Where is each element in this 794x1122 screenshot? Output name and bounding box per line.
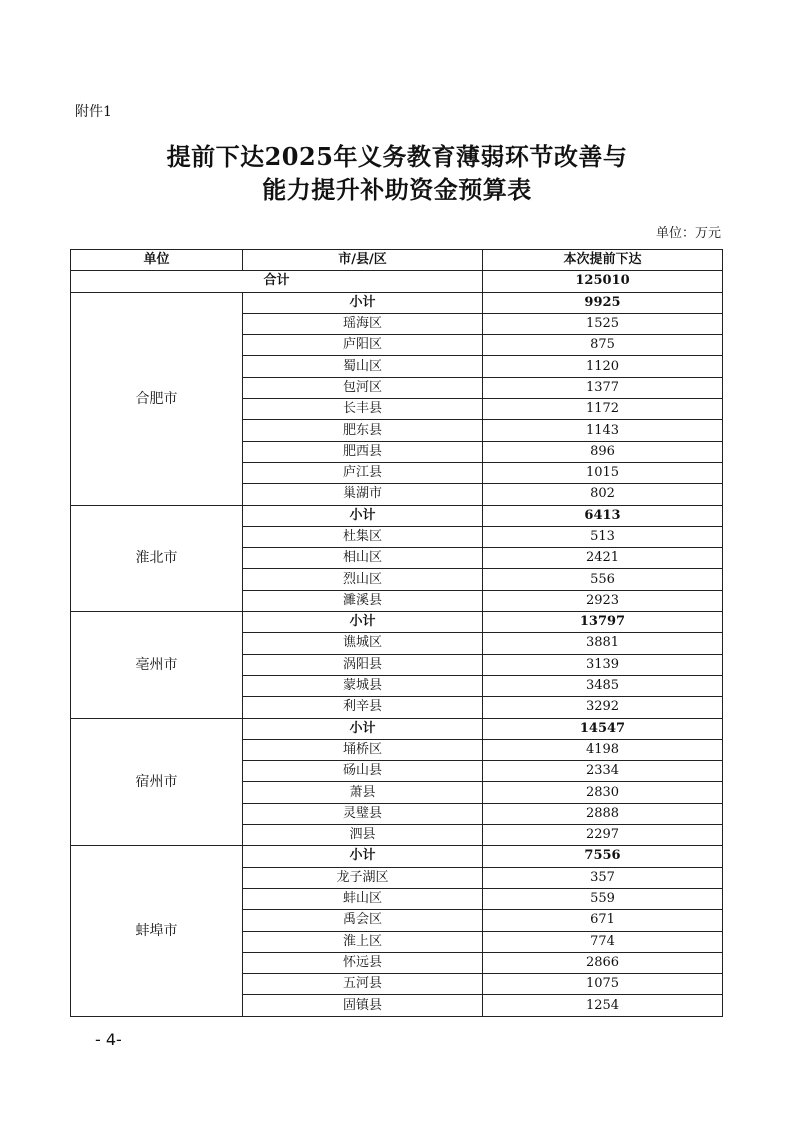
city-subtotal-row — [71, 292, 723, 313]
district-value: 559 — [483, 888, 723, 909]
district-name: 长丰县 — [243, 399, 483, 420]
district-value: 875 — [483, 335, 723, 356]
title-line-2: 能力提升补助资金预算表 — [262, 175, 532, 204]
city-subtotal-row — [71, 505, 723, 526]
header-district: 市/县/区 — [243, 250, 483, 271]
city-name: 淮北市 — [71, 505, 243, 611]
district-name: 禹会区 — [243, 910, 483, 931]
district-value: 896 — [483, 441, 723, 462]
table-body — [71, 271, 723, 1016]
district-value: 513 — [483, 526, 723, 547]
district-value: 3485 — [483, 675, 723, 696]
subtotal-value: 9925 — [483, 292, 723, 313]
district-name: 肥东县 — [243, 420, 483, 441]
district-value: 1377 — [483, 377, 723, 398]
district-name: 相山区 — [243, 548, 483, 569]
document-title — [0, 140, 794, 206]
district-name: 濉溪县 — [243, 590, 483, 611]
district-name: 肥西县 — [243, 441, 483, 462]
district-value: 2888 — [483, 803, 723, 824]
subtotal-value: 6413 — [483, 505, 723, 526]
subtotal-label: 小计 — [243, 505, 483, 526]
district-name: 萧县 — [243, 782, 483, 803]
budget-table — [70, 249, 723, 1017]
city-name: 宿州市 — [71, 718, 243, 846]
subtotal-label: 小计 — [243, 612, 483, 633]
district-name: 利辛县 — [243, 697, 483, 718]
header-amount: 本次提前下达 — [483, 250, 723, 271]
header-unit: 单位 — [71, 250, 243, 271]
city-name: 亳州市 — [71, 612, 243, 718]
district-name: 巢湖市 — [243, 484, 483, 505]
total-value: 125010 — [483, 271, 723, 292]
district-name: 杜集区 — [243, 526, 483, 547]
district-value: 774 — [483, 931, 723, 952]
district-value: 1075 — [483, 974, 723, 995]
district-name: 蜀山区 — [243, 356, 483, 377]
district-value: 1525 — [483, 313, 723, 334]
attachment-label: 附件1 — [75, 104, 112, 120]
city-subtotal-row — [71, 612, 723, 633]
page-number: - 4- — [95, 1030, 122, 1049]
subtotal-label: 小计 — [243, 846, 483, 867]
district-name: 庐江县 — [243, 462, 483, 483]
district-name: 灵璧县 — [243, 803, 483, 824]
district-name: 砀山县 — [243, 761, 483, 782]
district-value: 357 — [483, 867, 723, 888]
title-line-1: 提前下达2025年义务教育薄弱环节改善与 — [166, 142, 628, 171]
district-value: 4198 — [483, 739, 723, 760]
city-name: 合肥市 — [71, 292, 243, 505]
district-name: 埇桥区 — [243, 739, 483, 760]
unit-label: 单位：万元 — [655, 226, 721, 241]
district-value: 1120 — [483, 356, 723, 377]
district-value: 3292 — [483, 697, 723, 718]
district-value: 1172 — [483, 399, 723, 420]
district-value: 2421 — [483, 548, 723, 569]
district-value: 671 — [483, 910, 723, 931]
district-value: 2297 — [483, 825, 723, 846]
subtotal-value: 14547 — [483, 718, 723, 739]
district-name: 固镇县 — [243, 995, 483, 1016]
subtotal-label: 小计 — [243, 292, 483, 313]
district-value: 556 — [483, 569, 723, 590]
district-name: 蒙城县 — [243, 675, 483, 696]
district-value: 2923 — [483, 590, 723, 611]
district-name: 涡阳县 — [243, 654, 483, 675]
district-value: 1254 — [483, 995, 723, 1016]
city-name: 蚌埠市 — [71, 846, 243, 1016]
district-name: 龙子湖区 — [243, 867, 483, 888]
total-row — [71, 271, 723, 292]
city-subtotal-row — [71, 718, 723, 739]
district-name: 泗县 — [243, 825, 483, 846]
subtotal-value: 13797 — [483, 612, 723, 633]
district-name: 瑶海区 — [243, 313, 483, 334]
district-name: 怀远县 — [243, 952, 483, 973]
district-name: 淮上区 — [243, 931, 483, 952]
district-name: 蚌山区 — [243, 888, 483, 909]
district-value: 2334 — [483, 761, 723, 782]
city-subtotal-row — [71, 846, 723, 867]
district-value: 802 — [483, 484, 723, 505]
district-value: 1143 — [483, 420, 723, 441]
district-value: 2830 — [483, 782, 723, 803]
district-value: 2866 — [483, 952, 723, 973]
district-name: 包河区 — [243, 377, 483, 398]
total-label: 合计 — [71, 271, 483, 292]
district-value: 3881 — [483, 633, 723, 654]
district-name: 五河县 — [243, 974, 483, 995]
table-header-row — [71, 250, 723, 271]
district-value: 1015 — [483, 462, 723, 483]
subtotal-value: 7556 — [483, 846, 723, 867]
district-name: 庐阳区 — [243, 335, 483, 356]
district-name: 烈山区 — [243, 569, 483, 590]
district-value: 3139 — [483, 654, 723, 675]
subtotal-label: 小计 — [243, 718, 483, 739]
district-name: 谯城区 — [243, 633, 483, 654]
